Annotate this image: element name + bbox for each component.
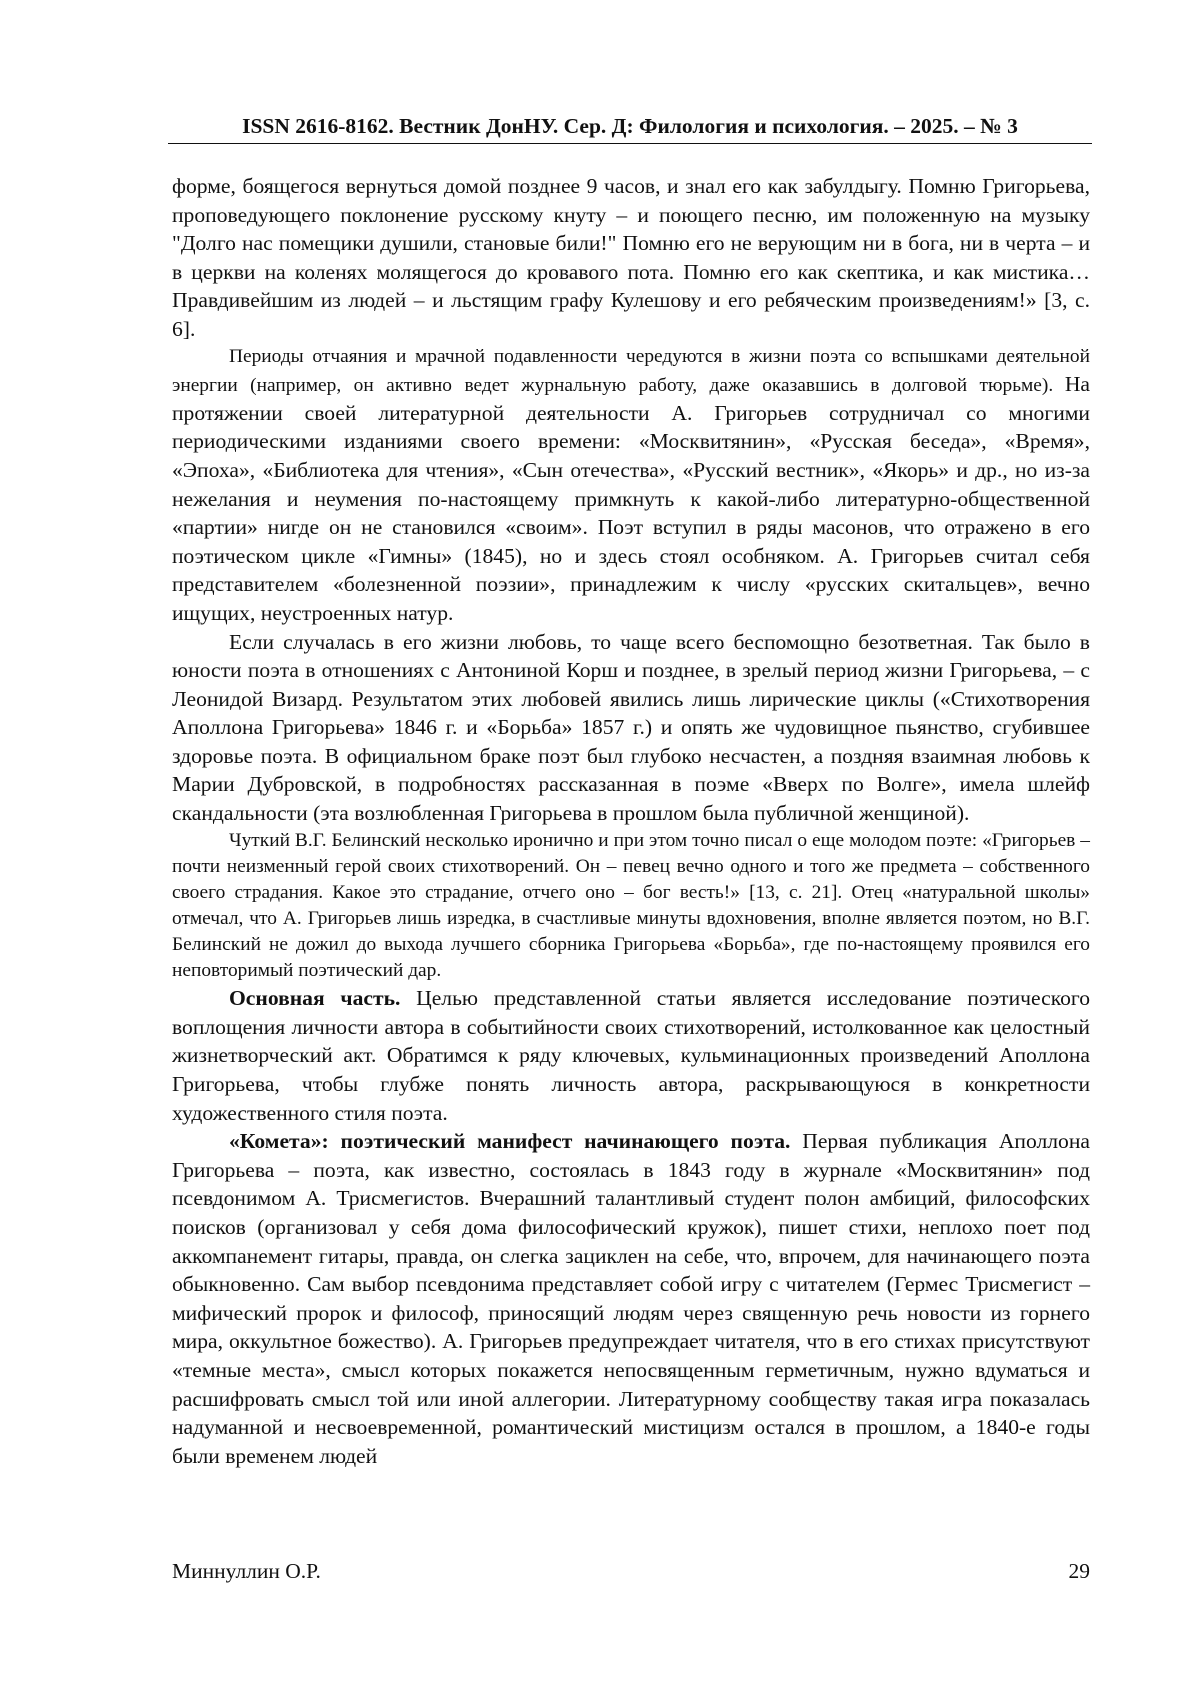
paragraph-kometa bbox=[172, 1127, 1090, 1470]
page-number: 29 bbox=[1068, 1559, 1090, 1583]
paragraph-quote-continuation: форме, боящегося вернуться домой позднее 9 часов, и знал его как забулдыгу. Помню Григорьева, проповедующего поклонение русскому кнуту – и поющего песню, им положенную на музыку "Долго нас помещики душили, становые били!" Помню его не верующим ни в бога, ни в черта – и в церкви на коленях молящегося до кровавого пота. Помню его как скептика, и как мистика… Правдивейшим из людей – и льстящим графу Кулешову и его ребяческим произведениям!» [3, с. 6]. bbox=[172, 174, 1090, 341]
paragraph-segment: Первая публикация Аполлона Григорьева – поэта, как известно, состоялась в 1843 году в журнале «Москвитянин» под псевдонимом А. Трисмегистов. Вчерашний талантливый студент полон амбиций, философских поисков (организовал у себя дома философический кружок), пишет стихи, неплохо поет под аккомпанемент гитары, правда, он слегка зациклен на себе, что, впрочем, для начинающего поэта обыкновенно. Сам выбор псевдонима представляет собой игру с читателем (Гермес Трисмегист – мифический пророк и философ, приносящий людям через священную речь новости из горнего мира, оккультное божество). А. Григорьев предупреждает читателя, что в его стихах присутствуют «темные места», смысл которых покажется непосвященным герметичным, нужно вдуматься и расшифровать смысл той или иной аллегории. Литературному сообществу такая игра показалась надуманной и несвоевременной, романтический мистицизм остался в прошлом, а 1840-е годы были временем людей bbox=[172, 1129, 1090, 1468]
section-heading-main-part: Основная часть. bbox=[229, 986, 401, 1011]
paragraph-segment: Целью представленной статьи является исследование поэтического воплощения личности автора в событийности своих стихотворений, истолкованное как целостный жизнетворческий акт. Обратимся к ряду ключевых, кульминационных произведений Аполлона Григорьева, чтобы глубже понять личность автора, раскрывающуюся в конкретности художественного стиля поэта. bbox=[172, 986, 1091, 1125]
article-body bbox=[172, 172, 1090, 1470]
paragraph-periods-of-despair bbox=[172, 344, 1090, 628]
paragraph-segment: На протяжении своей литературной деятельности А. Григорьев сотрудничал со многими периодическими изданиями своего времени: «Москвитянин», «Русская беседа», «Время», «Эпоха», «Библиотека для чтения», «Сын отечества», «Русский вестник», «Якорь» и др., но из-за нежелания и неумения по-настоящему примкнуть к какой-либо литературно-общественной «партии» нигде он не становился «своим». Поэт вступил в ряды масонов, что отражено в его поэтическом цикле «Гимны» (1845), но и здесь стоял особняком. А. Григорьев считал себя представителем «болезненной поэзии», принадлежим к числу «русских скитальцев», вечно ищущих, неустроенных натур. bbox=[172, 371, 1091, 625]
footer-author: Миннуллин О.Р. bbox=[172, 1559, 321, 1583]
paragraph-main-part bbox=[172, 984, 1090, 1127]
paragraph-belinsky: Чуткий В.Г. Белинский несколько иронично и при этом точно писал о еще молодом поэте: «Григорьев – почти неизменный герой своих стихотворений. Он – певец вечно одного и того же предмета – собственного своего страдания. Какое это страдание, отчего оно – бог весть!» [13, с. 21]. Отец «натуральной школы» отмечал, что А. Григорьев лишь изредка, в счастливые минуты вдохновения, вполне является поэтом, но В.Г. Белинский не дожил до выхода лучшего сборника Григорьева «Борьба», где по-настоящему проявился его неповторимый поэтический дар. bbox=[172, 829, 1090, 982]
paragraph-small-segment: Периоды отчаяния и мрачной подавленности чередуются в жизни поэта со вспышками деятельной энергии (например, он активно ведет журнальную работу, даже оказавшись в долговой тюрьме). bbox=[172, 345, 1090, 396]
running-header: ISSN 2616-8162. Вестник ДонНУ. Сер. Д: Филология и психология. – 2025. – № 3 bbox=[168, 112, 1092, 144]
section-heading-kometa: «Комета»: поэтический манифест начинающего поэта. bbox=[229, 1129, 791, 1154]
paragraph-love: Если случалась в его жизни любовь, то чаще всего беспомощно безответная. Так было в юности поэта в отношениях с Антониной Корш и позднее, в зрелый период жизни Григорьева, – с Леонидой Визард. Результатом этих любовей явились лишь лирические циклы («Стихотворения Аполлона Григорьева» 1846 г. и «Борьба» 1857 г.) и опять же чудовищное пьянство, сгубившее здоровье поэта. В официальном браке поэт был глубоко несчастен, а поздняя взаимная любовь к Марии Дубровской, в подробностях рассказанная в поэме «Вверх по Волге», имела шлейф скандальности (эта возлюбленная Григорьева в прошлом была публичной женщиной). bbox=[172, 629, 1090, 826]
